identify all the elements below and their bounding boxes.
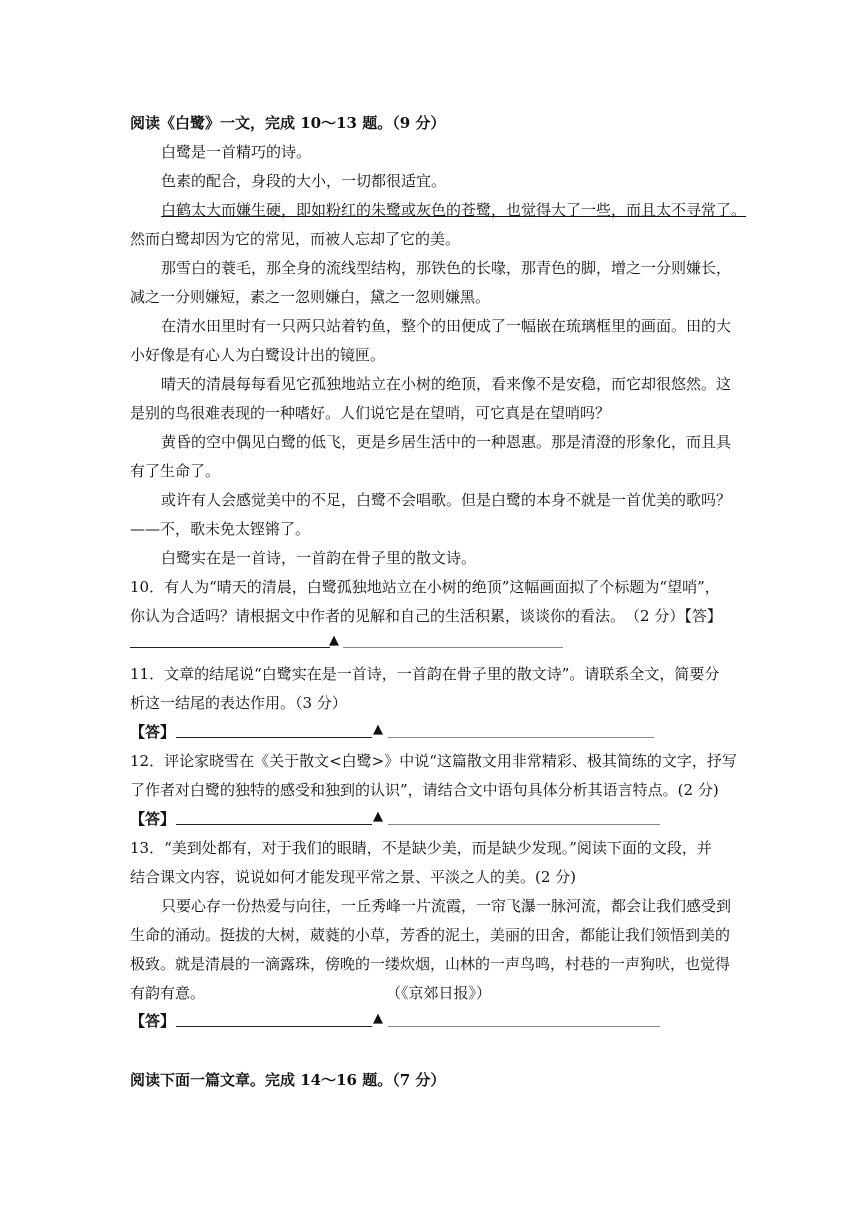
paragraph-4-cont: 减之一分则嫌短，素之一忽则嫌白，黛之一忽则嫌黑。 — [130, 288, 491, 306]
section1-heading: 阅读《白鹭》一文，完成 10～13 题。（9 分） — [130, 114, 446, 132]
answer-row-q11 — [130, 722, 175, 742]
answer-marker-q13: ▲ — [373, 1011, 383, 1026]
paragraph-3-cont: 然而白鹭却因为它的常见，而被人忘却了它的美。 — [130, 230, 461, 248]
answer-marker-q12: ▲ — [373, 809, 383, 824]
paragraph-1: 白鹭是一首精巧的诗。 — [161, 143, 312, 161]
q13-source: （《京郊日报》） — [386, 984, 492, 1002]
paragraph-3-underlined: 白鹤太大而嫌生硬，即如粉红的朱鹭或灰色的苍鹭，也觉得大了一些，而且太不寻常了。 — [161, 201, 747, 219]
answer-row-q13 — [130, 1011, 175, 1031]
paragraph-6-cont: 是别的鸟很难表现的一种嗜好。人们说它是在望哨，可它真是在望哨吗？ — [130, 404, 611, 422]
paragraph-6: 晴天的清晨每每看见它孤独地站立在小树的绝顶，看来像不是安稳，而它却很悠然。这 — [161, 375, 732, 393]
q13-passage-line4: 有韵有意。 — [130, 984, 206, 1002]
paragraph-9: 白鹭实在是一首诗，一首韵在骨子里的散文诗。 — [161, 549, 477, 567]
q13-passage-line1: 只要心存一份热爱与向往，一丘秀峰一片流霞，一帘飞瀑一脉河流，都会让我们感受到 — [161, 897, 732, 915]
question-12-line1: 12．评论家晓雪在《关于散文<白鹭>》中说“这篇散文用非常精彩、极其简练的文字，抒写 — [130, 752, 737, 770]
answer-marker-q10: ▲ — [329, 633, 339, 648]
q13-passage-line2: 生命的涌动。挺拔的大树，葳蕤的小草，芳香的泥土，美丽的田舍，都能让我们领悟到美的 — [130, 926, 731, 944]
paragraph-7-cont: 有了生命了。 — [130, 462, 221, 480]
paragraph-5: 在清水田里时有一只两只站着钓鱼，整个的田便成了一幅嵌在琉璃框里的画面。田的大 — [161, 317, 732, 335]
paragraph-5-cont: 小好像是有心人为白鹭设计出的镜匣。 — [130, 346, 386, 364]
question-12-line2: 了作者对白鹭的独特的感受和独到的认识”，请结合文中语句具体分析其语言特点。(2 分) — [130, 781, 719, 799]
question-13-line1: 13．“美到处都有，对于我们的眼睛，不是缺少美，而是缺少发现。”阅读下面的文段，并 — [130, 839, 712, 857]
paragraph-7: 黄昏的空中偶见白鹭的低飞，更是乡居生活中的一种恩惠。那是清澄的形象化，而且具 — [161, 433, 732, 451]
question-10-line1: 10．有人为“晴天的清晨，白鹭孤独地站立在小树的绝顶”这幅画面拟了个标题为“望哨”， — [130, 578, 720, 596]
question-11-line1: 11．文章的结尾说“白鹭实在是一首诗，一首韵在骨子里的散文诗”。请联系全文，简要分 — [130, 665, 720, 683]
answer-label-q11: 【答】 — [130, 723, 176, 741]
answer-row-q12 — [130, 809, 175, 829]
question-13-line2: 结合课文内容，说说如何才能发现平常之景、平淡之人的美。(2 分) — [130, 868, 577, 886]
question-11-line2: 析这一结尾的表达作用。（3 分） — [130, 694, 347, 712]
section2-heading: 阅读下面一篇文章。完成 14～16 题。（7 分） — [130, 1071, 446, 1089]
paragraph-8: 或许有人会感觉美中的不足，白鹭不会唱歌。但是白鹭的本身不就是一首优美的歌吗？ — [161, 491, 732, 509]
paragraph-8-cont: ——不，歌未免太铿锵了。 — [130, 520, 311, 538]
q13-passage-line3: 极致。就是清晨的一滴露珠，傍晚的一缕炊烟，山林的一声鸟鸣，村巷的一声狗吠，也觉得 — [130, 955, 731, 973]
answer-label-q12: 【答】 — [130, 810, 176, 828]
answer-marker-q11: ▲ — [373, 722, 383, 737]
question-10-line2: 你认为合适吗？请根据文中作者的见解和自己的生活积累，谈谈你的看法。 （2 分）【答】 — [130, 607, 722, 625]
answer-label-q13: 【答】 — [130, 1012, 176, 1030]
paragraph-4: 那雪白的蓑毛，那全身的流线型结构，那铁色的长喙，那青色的脚，增之一分则嫌长， — [161, 259, 732, 277]
paragraph-2: 色素的配合，身段的大小，一切都很适宜。 — [161, 172, 447, 190]
